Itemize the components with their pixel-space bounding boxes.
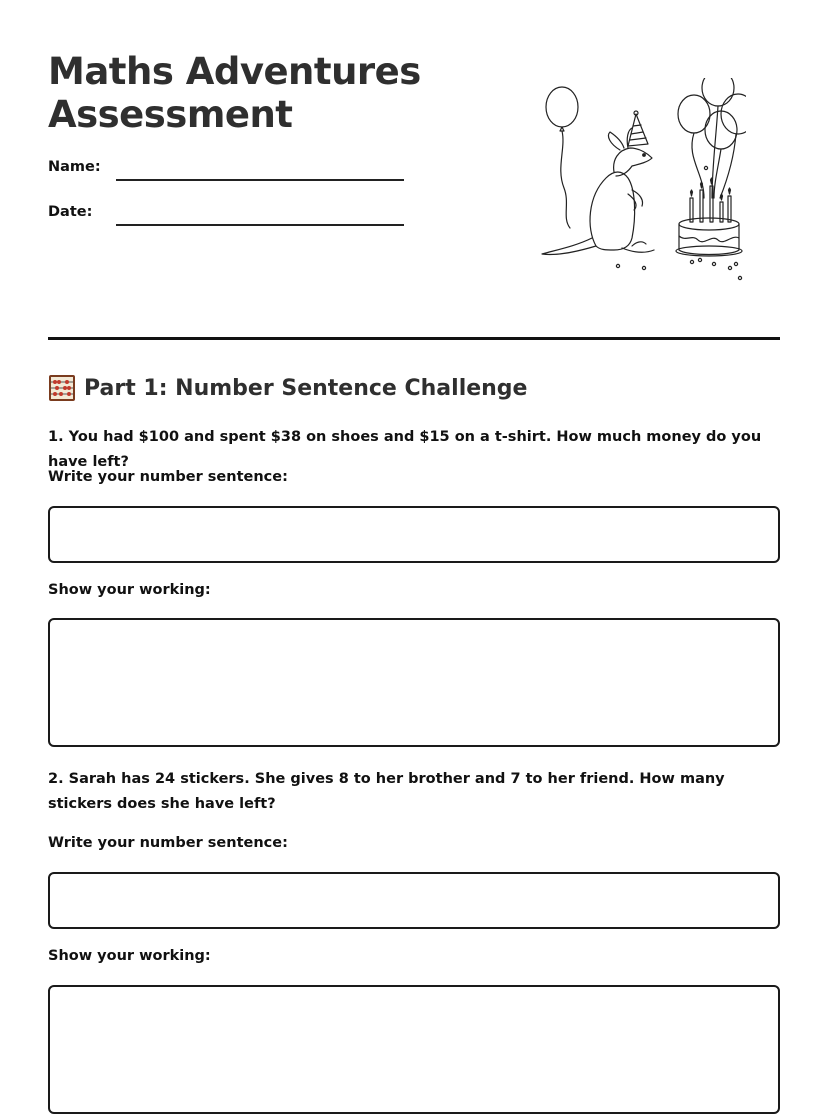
date-label: Date: bbox=[48, 204, 93, 220]
question-1-working-prompt: Show your working: bbox=[48, 582, 211, 598]
question-2-sentence-prompt: Write your number sentence: bbox=[48, 835, 288, 851]
question-2-working-box[interactable] bbox=[48, 985, 780, 1114]
title-line-1: Maths Adventures bbox=[48, 50, 421, 93]
question-1-text: 1. You had $100 and spent $38 on shoes and $15 on a t-shirt. How much money do you have left? bbox=[48, 429, 762, 470]
question-1-working-box[interactable] bbox=[48, 618, 780, 747]
date-field[interactable] bbox=[116, 224, 404, 226]
section-title: Part 1: Number Sentence Challenge bbox=[84, 375, 528, 401]
question-2-sentence-box[interactable] bbox=[48, 872, 780, 929]
section-heading bbox=[48, 374, 527, 402]
question-2-working-prompt: Show your working: bbox=[48, 948, 211, 964]
question-1-sentence-prompt: Write your number sentence: bbox=[48, 469, 288, 485]
title-line-2: Assessment bbox=[48, 93, 293, 136]
name-field[interactable] bbox=[116, 179, 404, 181]
section-divider bbox=[48, 337, 780, 340]
abacus-icon bbox=[48, 374, 76, 402]
question-1-sentence-box[interactable] bbox=[48, 506, 780, 563]
page-title bbox=[48, 50, 421, 136]
question-2-text: 2. Sarah has 24 stickers. She gives 8 to her brother and 7 to her friend. How many stickers does she have left? bbox=[48, 771, 725, 812]
kangaroo-party-icon bbox=[536, 78, 746, 286]
name-label: Name: bbox=[48, 159, 101, 175]
